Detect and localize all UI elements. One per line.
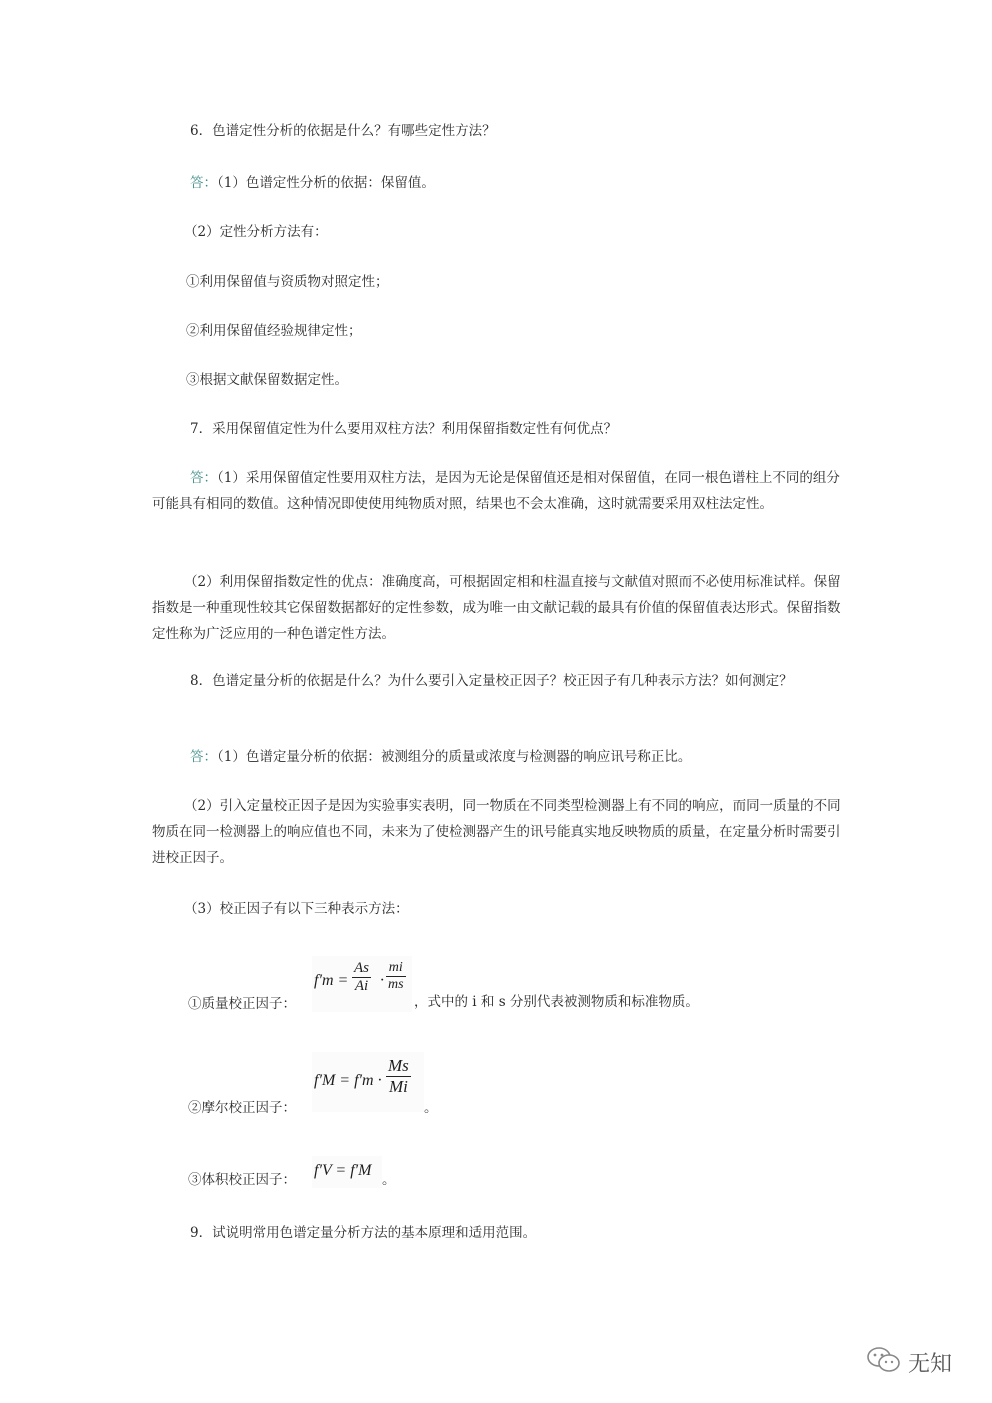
q6-question: 6．色谱定性分析的依据是什么？有哪些定性方法？ (190, 123, 496, 139)
q7-answer-1-text: （1）采用保留值定性要用双柱方法，是因为无论是保留值还是相对保留值，在同一根色谱柱上不同的组分可能具有相同的数值。这种情况即使使用纯物质对照，结果也不会太准确，这时就需要采用双柱法定性。 (152, 470, 840, 512)
molar-factor-end: 。 (424, 1100, 438, 1116)
molar-formula-frac (386, 1056, 411, 1097)
answer-label: 答： (190, 470, 217, 486)
q6-answer-1-text: （1）色谱定性分析的依据：保留值。 (217, 175, 435, 191)
wechat-icon (866, 1345, 902, 1379)
molar-formula-num: Ms (388, 1056, 409, 1075)
mass-formula-lhs: f′m = (314, 972, 349, 989)
q7-question: 7．采用保留值定性为什么要用双柱方法？利用保留指数定性有何优点？ (190, 421, 618, 437)
mass-formula-frac-1 (352, 960, 371, 995)
answer-label: 答： (190, 749, 217, 765)
mass-formula-den-2: ms (388, 977, 404, 992)
answer-label: 答： (190, 175, 217, 191)
mass-factor-formula (312, 956, 412, 1012)
q6-answer-2: （2）定性分析方法有： (184, 224, 328, 240)
mass-formula-num-1: As (354, 960, 369, 976)
q7-answer-2: （2）利用保留指数定性的优点：准确度高，可根据固定相和柱温直接与文献值对照而不必使用标准试样。保留指数是一种重现性较其它保留数据都好的定性参数，成为唯一由文献记载的最具有价值的保留值表达形式。保留指数定性称为广泛应用的一种色谱定性方法。 (152, 574, 841, 642)
q7-answer-1 (152, 465, 842, 517)
q6-answer-1 (190, 170, 880, 196)
volume-formula-expr: f′V = f′M (314, 1162, 372, 1179)
mass-formula-dot: · (380, 972, 384, 989)
q8-answer-2: （2）引入定量校正因子是因为实验事实表明，同一物质在不同类型检测器上有不同的响应，而同一质量的不同物质在同一检测器上的响应值也不同，未来为了使检测器产生的讯号能真实地反映物质的质量，在定量分析时需要引进校正因子。 (152, 798, 841, 866)
q8-answer-1-text: （1）色谱定量分析的依据：被测组分的质量或浓度与检测器的响应讯号称正比。 (217, 749, 692, 765)
molar-formula-lhs: f′M = f′m · (314, 1072, 382, 1089)
molar-formula-den: Mi (388, 1077, 408, 1096)
q9-question: 9．试说明常用色谱定量分析方法的基本原理和适用范围。 (190, 1225, 537, 1241)
molar-factor-label: ②摩尔校正因子： (188, 1100, 296, 1116)
volume-factor-label: ③体积校正因子： (188, 1172, 296, 1188)
q8-answer-1 (190, 744, 880, 770)
q6-method-2: ②利用保留值经验规律定性； (186, 323, 362, 339)
q6-method-1: ①利用保留值与资质物对照定性； (186, 274, 389, 290)
watermark (866, 1345, 962, 1379)
watermark-text: 无知 (908, 1351, 953, 1377)
mass-formula-frac-2 (386, 960, 406, 993)
q8-answer-3: （3）校正因子有以下三种表示方法： (184, 901, 409, 917)
mass-formula-den-1: Ai (354, 978, 369, 994)
volume-factor-formula (312, 1156, 382, 1188)
volume-factor-end: 。 (382, 1172, 396, 1188)
molar-factor-formula (312, 1052, 424, 1112)
mass-factor-note: ，式中的 i 和 s 分别代表被测物质和标准物质。 (414, 994, 699, 1010)
q6-method-3: ③根据文献保留数据定性。 (186, 372, 348, 388)
mass-formula-num-2: mi (386, 960, 406, 977)
mass-factor-label: ①质量校正因子： (188, 996, 296, 1012)
q8-question: 8．色谱定量分析的依据是什么？为什么要引入定量校正因子？校正因子有几种表示方法？如何测定？ (190, 673, 793, 689)
